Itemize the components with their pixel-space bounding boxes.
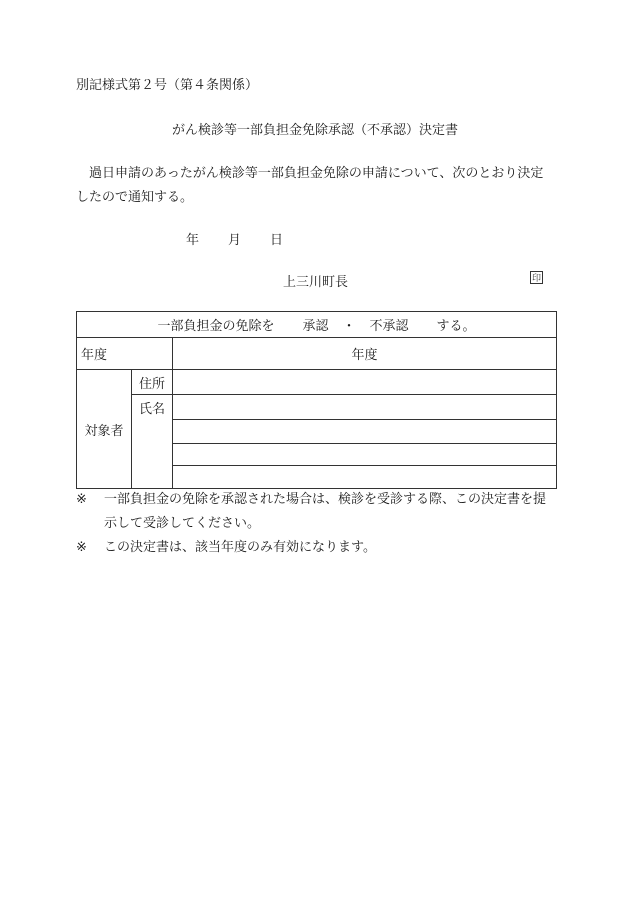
- note-text: 一部負担金の免除を承認された場合は、検診を受診する際、この決定書を提示して受診してください。: [104, 492, 547, 531]
- date-day-label: 日: [270, 233, 284, 248]
- decision-row: [77, 312, 557, 338]
- name-field: [173, 420, 557, 444]
- notes: [76, 488, 556, 560]
- document-title: がん検診等一部負担金免除承認（不承認）決定書: [171, 123, 458, 138]
- body-text: 過日申請のあったがん検診等一部負担金免除の申請について、次のとおり決定したので通知する。: [76, 166, 544, 205]
- seal-text: 印: [531, 274, 542, 284]
- name-label: 氏名: [132, 395, 173, 489]
- year-value: 年度: [173, 338, 557, 370]
- note-item: [76, 488, 556, 536]
- note-mark: ※: [76, 492, 87, 507]
- year-label: 年度: [77, 338, 173, 370]
- decision-table: [76, 311, 557, 489]
- subject-label: 対象者: [77, 370, 132, 489]
- name-field-2: [173, 444, 557, 466]
- option-separator: ・: [342, 319, 356, 334]
- note-item: [76, 536, 556, 560]
- address-field: [173, 370, 557, 395]
- address-field-2: [173, 395, 557, 420]
- date-year-label: 年: [186, 233, 200, 248]
- note-text: この決定書は、該当年度のみ有効になります。: [104, 540, 376, 555]
- form-number: 別記様式第２号（第４条関係）: [76, 78, 259, 93]
- date-line: [186, 229, 283, 248]
- seal-icon: [530, 271, 543, 284]
- reject-option: 不承認: [369, 319, 409, 334]
- address-label: 住所: [132, 370, 173, 395]
- issuer-name: 上三川町長: [283, 275, 349, 290]
- approve-option: 承認: [302, 319, 329, 334]
- decision-suffix: する。: [436, 319, 476, 334]
- note-mark: ※: [76, 540, 87, 555]
- decision-prefix: 一部負担金の免除を: [157, 319, 275, 334]
- date-month-label: 月: [228, 233, 242, 248]
- name-field-3: [173, 466, 557, 489]
